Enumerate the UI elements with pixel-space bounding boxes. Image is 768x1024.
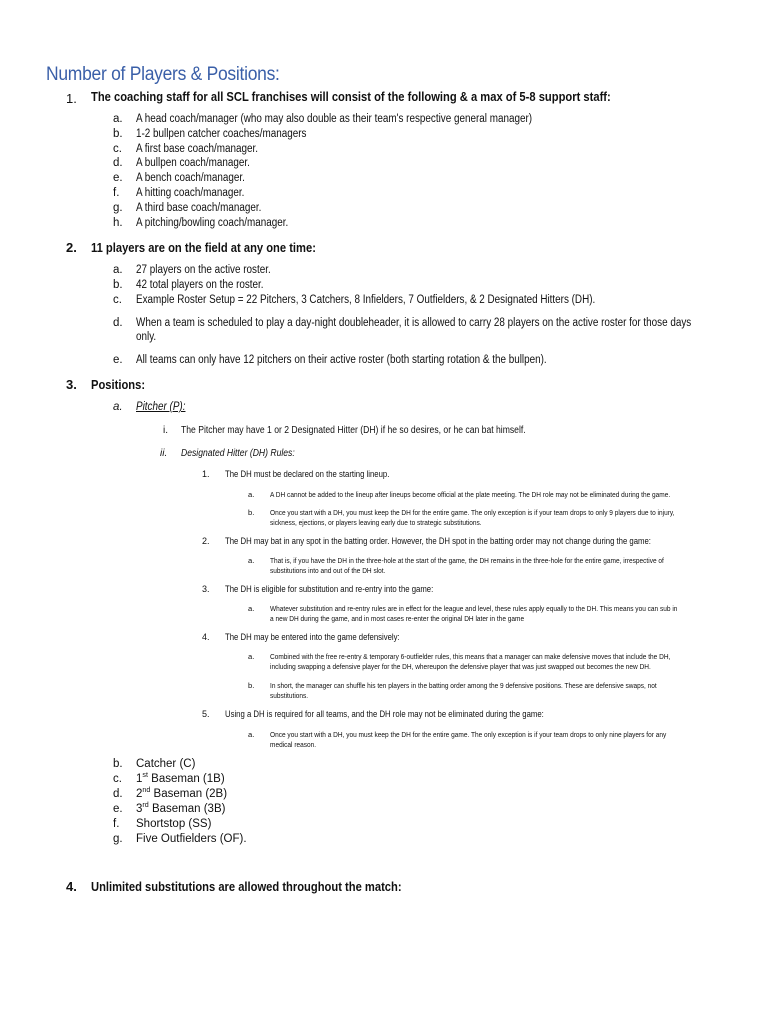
section-2-heading: 11 players are on the field at any one time:	[91, 240, 316, 255]
roman-numeral: ii.	[160, 448, 168, 459]
dh-subrule-letter: a.	[248, 652, 255, 661]
list-item-letter: d.	[113, 788, 123, 800]
dh-subrule: Whatever substitution and re-entry rules are in effect for the league and level, these rules apply equally to the DH. This means you can sub in	[270, 604, 678, 613]
list-item: Catcher (C)	[136, 758, 196, 770]
dh-rule: Using a DH is required for all teams, and the DH role may not be eliminated during the game:	[225, 709, 544, 719]
list-item-letter: c.	[113, 143, 122, 155]
dh-rule: The DH may be entered into the game defensively:	[225, 632, 400, 642]
section-4-heading: Unlimited substitutions are allowed throughout the match:	[91, 879, 402, 894]
pitcher-letter: a.	[113, 401, 123, 413]
list-item: 3rd Baseman (3B)	[136, 801, 226, 815]
dh-subrule-continuation: substitutions into and out of the DH slot.	[270, 566, 386, 575]
section-2-number: 2.	[66, 240, 77, 255]
list-item: Example Roster Setup = 22 Pitchers, 3 Catchers, 8 Infielders, 7 Outfielders, & 2 Designated Hitters (DH).	[136, 294, 596, 306]
list-item: Five Outfielders (OF).	[136, 833, 247, 845]
list-item: 27 players on the active roster.	[136, 264, 271, 276]
list-item: A bench coach/manager.	[136, 172, 245, 184]
dh-subrule-letter: a.	[248, 730, 255, 739]
list-item-continuation: only.	[136, 331, 157, 343]
list-item: A hitting coach/manager.	[136, 187, 245, 199]
list-item: Shortstop (SS)	[136, 818, 212, 830]
dh-rule-number: 2.	[202, 536, 210, 546]
dh-subrule-letter: b.	[248, 681, 255, 690]
dh-rule-number: 1.	[202, 469, 210, 479]
list-item: 42 total players on the roster.	[136, 279, 264, 291]
section-1	[66, 90, 77, 108]
dh-subrule-letter: b.	[248, 508, 255, 517]
list-item: All teams can only have 12 pitchers on their active roster (both starting rotation & the bullpen).	[136, 354, 547, 366]
list-item: A head coach/manager (who may also double as their team's respective general manager)	[136, 113, 533, 125]
dh-subrule: Once you start with a DH, you must keep the DH for the entire game. The only exception is if your team drops to only nine players for any	[270, 730, 667, 739]
list-item-letter: f.	[113, 187, 120, 199]
list-item: 1st Baseman (1B)	[136, 771, 225, 785]
list-item-letter: g.	[113, 833, 123, 845]
section-3-heading: Positions:	[91, 377, 146, 392]
dh-rules-heading: Designated Hitter (DH) Rules:	[181, 448, 295, 459]
dh-rule-number: 3.	[202, 584, 210, 594]
list-item-letter: d.	[113, 317, 123, 329]
dh-subrule-continuation: including swapping a defensive player for the DH, whereupon the defensive player that was just swapped out becomes the new DH.	[270, 662, 651, 671]
list-item-letter: a.	[113, 264, 123, 276]
list-item-letter: e.	[113, 172, 123, 184]
dh-subrule: In short, the manager can shuffle his ten players in the batting order among the 9 defensive positions. These are defensive swaps, not	[270, 681, 657, 690]
dh-rule: The DH may bat in any spot in the batting order. However, the DH spot in the batting order may not change during the game:	[225, 536, 651, 546]
list-item: A third base coach/manager.	[136, 202, 262, 214]
list-item-letter: f.	[113, 818, 120, 830]
dh-rule: The DH must be declared on the starting lineup.	[225, 469, 390, 479]
dh-subrule-letter: a.	[248, 604, 255, 613]
list-item: A pitching/bowling coach/manager.	[136, 217, 289, 229]
list-item-letter: g.	[113, 202, 123, 214]
list-item-letter: e.	[113, 354, 123, 366]
dh-subrule-continuation: medical reason.	[270, 740, 317, 749]
list-item-letter: b.	[113, 279, 123, 291]
dh-subrule: Combined with the free re-entry & temporary 6-outfielder rules, this means that a manager can make defensive moves that include the DH,	[270, 652, 671, 661]
list-item-letter: b.	[113, 128, 123, 140]
dh-subrule: A DH cannot be added to the lineup after lineups become official at the plate meeting. The DH role may not be eliminated during the game.	[270, 490, 671, 499]
list-item: 2nd Baseman (2B)	[136, 786, 228, 800]
pitcher-dh-rule: The Pitcher may have 1 or 2 Designated Hitter (DH) if he so desires, or he can bat himself.	[181, 425, 526, 436]
section-1-number: 1.	[66, 91, 77, 106]
list-item-letter: h.	[113, 217, 123, 229]
list-item: A bullpen coach/manager.	[136, 157, 250, 169]
list-item-letter: b.	[113, 758, 123, 770]
dh-rule-number: 4.	[202, 632, 210, 642]
dh-subrule: That is, if you have the DH in the three-hole at the start of the game, the DH remains in the three-hole for the entire game, irrespective of	[270, 556, 664, 565]
list-item-letter: a.	[113, 113, 123, 125]
dh-subrule-letter: a.	[248, 490, 255, 499]
list-item-letter: c.	[113, 294, 122, 306]
dh-rule: The DH is eligible for substitution and re-entry into the game:	[225, 584, 434, 594]
roman-numeral: i.	[163, 425, 168, 436]
list-item: When a team is scheduled to play a day-night doubleheader, it is allowed to carry 28 players on the active roster for those days	[136, 317, 692, 329]
list-item-letter: d.	[113, 157, 123, 169]
section-3-number: 3.	[66, 377, 77, 392]
list-item: 1-2 bullpen catcher coaches/managers	[136, 128, 307, 140]
dh-subrule-continuation: sickness, ejections, or players leaving early due to strategic substitutions.	[270, 518, 482, 527]
pitcher-heading: Pitcher (P):	[136, 401, 186, 413]
section-4-number: 4.	[66, 879, 77, 894]
dh-subrule-letter: a.	[248, 556, 255, 565]
dh-subrule: Once you start with a DH, you must keep the DH for the entire game. The only exception is if your team drops to only 9 players due to injury,	[270, 508, 675, 517]
list-item: A first base coach/manager.	[136, 143, 259, 155]
list-item-letter: c.	[113, 773, 122, 785]
page-title: Number of Players & Positions:	[46, 64, 280, 85]
list-item-letter: e.	[113, 803, 123, 815]
dh-rule-number: 5.	[202, 709, 210, 719]
dh-subrule-continuation: substitutions.	[270, 691, 309, 700]
section-1-heading: The coaching staff for all SCL franchises will consist of the following & a max of 5-8 support staff:	[91, 89, 611, 104]
dh-subrule-continuation: a new DH during the game, and in most cases re-enter the original DH later in the game	[270, 614, 525, 623]
